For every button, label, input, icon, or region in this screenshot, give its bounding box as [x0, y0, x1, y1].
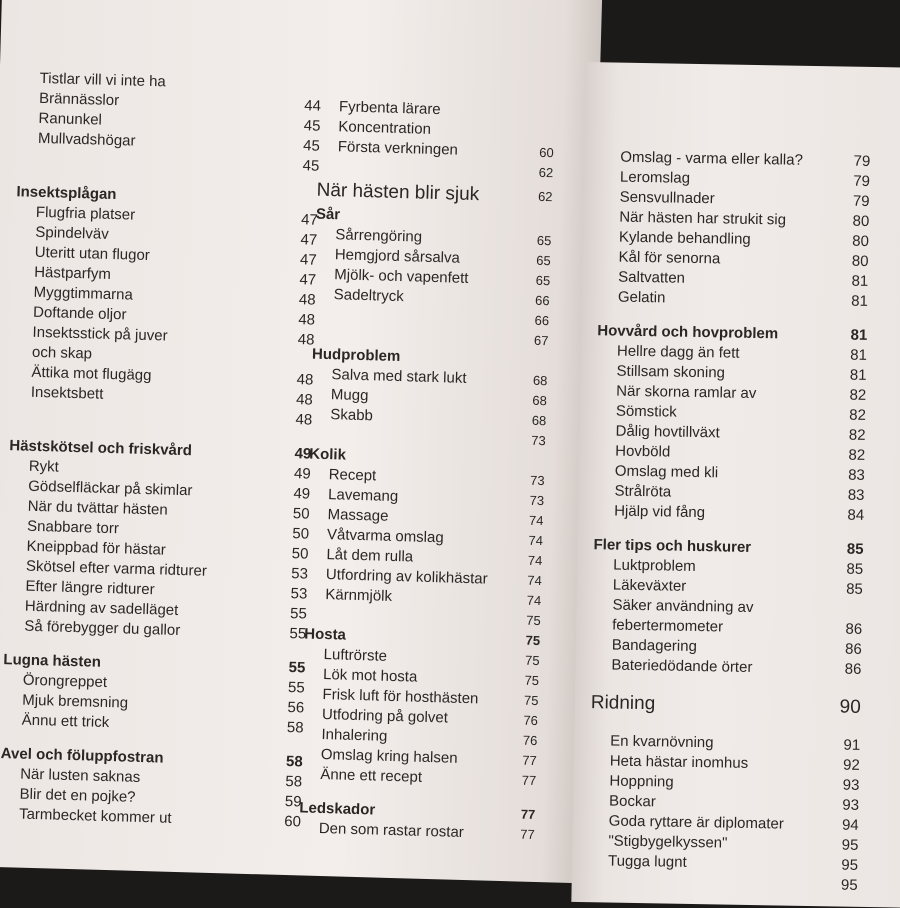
- toc-entry-title: Omslag med kli: [614, 462, 719, 482]
- toc-page-number: 55: [287, 679, 305, 697]
- toc-page-number: [508, 350, 548, 351]
- toc-entry-title: Bandagering: [611, 636, 698, 656]
- toc-page-number: 62: [538, 164, 554, 181]
- toc-page-number: 85: [846, 560, 864, 578]
- toc-entry-title: Strålröta: [614, 482, 672, 501]
- toc-entry-title: Gödselfläckar på skimlar: [28, 477, 193, 500]
- toc-entry-title: Sadeltryck: [333, 286, 404, 306]
- toc-entry-title: Lugna hästen: [3, 651, 102, 671]
- toc-entry-title: och skap: [31, 343, 93, 363]
- toc-entry-title: Tarmbecket kommer ut: [18, 805, 172, 827]
- toc-page-number: 44: [304, 97, 322, 115]
- toc-entry-title: Frisk luft för hosthästen: [322, 686, 479, 708]
- toc-page-number: [819, 599, 863, 600]
- toc-entry-title: Kneippbad för hästar: [26, 537, 167, 559]
- toc-page-number: 50: [292, 525, 310, 543]
- toc-page-number: 66: [534, 292, 550, 309]
- toc-entry-title: Hosta: [304, 625, 347, 644]
- toc-entry-title: Ranunkel: [38, 109, 103, 129]
- toc-entry-title: Bockar: [608, 792, 656, 811]
- toc-page-number: 49: [293, 485, 311, 503]
- toc-page-number: 55: [289, 605, 308, 623]
- toc-entry-title: Ännu ett trick: [21, 711, 110, 732]
- toc-entry-title: Brännässlor: [38, 89, 120, 110]
- toc-page-number: [515, 122, 555, 123]
- toc-page-number: 79: [853, 152, 871, 170]
- toc-page-number: 48: [295, 411, 313, 429]
- toc-column-1: [0, 68, 322, 832]
- toc-entry-title: Goda ryttare är diplomater: [608, 812, 784, 833]
- toc-page-number: 75: [523, 692, 539, 709]
- toc-page-number: 82: [848, 426, 866, 444]
- toc-page-number: 47: [299, 251, 317, 269]
- toc-page-number: 74: [526, 592, 542, 609]
- toc-page-number: 67: [533, 332, 549, 349]
- toc-entry-title: Gelatin: [617, 288, 666, 307]
- toc-entry-title: När lusten saknas: [19, 765, 141, 786]
- toc-page-number: 68: [531, 412, 547, 429]
- toc-page-number: 50: [291, 545, 309, 563]
- toc-entry-title: Mugg: [330, 386, 369, 405]
- toc-page-number: 86: [844, 660, 862, 678]
- toc-entry-title: Omslag kring halsen: [320, 745, 458, 767]
- toc-page-number: 80: [852, 212, 870, 230]
- toc-page-number: 49: [293, 465, 311, 483]
- toc-page-number: 81: [851, 272, 869, 290]
- toc-page-number: 94: [841, 816, 859, 834]
- toc-page-number: 85: [846, 540, 864, 558]
- toc-page-number: [516, 82, 556, 83]
- toc-entry-title: Myggtimmarna: [33, 283, 134, 304]
- toc-page-number: 93: [842, 796, 860, 814]
- toc-entry-title: Doftande oljor: [32, 303, 127, 324]
- toc-entry-title: Sår: [315, 205, 341, 224]
- toc-page-number: 81: [851, 292, 869, 310]
- toc-page-number: 95: [841, 856, 859, 874]
- toc-page-number: 66: [534, 312, 550, 329]
- toc-entry: [588, 871, 878, 896]
- toc-entry-title: Heta hästar inomhus: [609, 752, 749, 772]
- toc-entry-title: Så förebygger du gallor: [24, 617, 181, 640]
- toc-entry-title: Ridning: [590, 692, 656, 715]
- toc-page-number: 80: [852, 232, 870, 250]
- toc-page-number: 73: [531, 432, 546, 449]
- toc-entry-title: Salva med stark lukt: [331, 366, 467, 387]
- toc-entry-title: Hästskötsel och friskvård: [9, 437, 193, 460]
- toc-entry-title: Omslag - varma eller kalla?: [620, 148, 804, 169]
- toc-entry-title: Inhalering: [321, 726, 388, 745]
- toc-page-number: 50: [292, 505, 310, 523]
- toc-page-number: 60: [539, 144, 554, 161]
- toc-page-number: 82: [848, 446, 866, 464]
- toc-entry-title: Kolik: [309, 445, 347, 464]
- toc-page-number: 58: [286, 719, 304, 737]
- toc-entry-title: Recept: [328, 466, 377, 485]
- toc-page-number: 53: [290, 565, 309, 583]
- toc-page-number: 82: [849, 406, 867, 424]
- toc-entry-title: Läkeväxter: [612, 576, 687, 595]
- toc-page-number: 49: [294, 445, 312, 463]
- toc-page-number: 90: [839, 696, 861, 718]
- toc-entry-title: Hellre dagg än fett: [616, 342, 740, 362]
- toc-page-number: 59: [284, 793, 302, 811]
- toc-entry-title: Sårrengöring: [335, 226, 423, 246]
- toc-page-number: [512, 210, 552, 211]
- toc-entry-title: Sömstick: [615, 402, 677, 421]
- toc-page-number: 55: [289, 625, 307, 643]
- toc-page-number: 77: [520, 806, 536, 822]
- toc-entry-title: Leromslag: [619, 168, 691, 187]
- toc-entry-title: När du tvättar hästen: [27, 497, 168, 519]
- toc-entry-title: Lök mot hosta: [322, 666, 418, 686]
- toc-entry-title: Insektsstick på juver: [32, 323, 168, 345]
- toc-page-number: 47: [299, 271, 317, 289]
- toc-entry-title: Hästparfym: [33, 263, 112, 283]
- toc-entry-title: Örongreppet: [22, 671, 108, 691]
- toc-page-number: 73: [529, 472, 545, 489]
- toc-page-number: 75: [526, 612, 541, 629]
- toc-page-number: 73: [529, 492, 545, 509]
- toc-entry-title: Lavemang: [327, 486, 399, 506]
- toc-entry-title: Luktproblem: [613, 556, 696, 575]
- toc-entry-title: Uteritt utan flugor: [34, 243, 151, 265]
- toc-entry-title: En kvarnövning: [610, 732, 714, 752]
- toc-entry-title: Den som rastar rostar: [318, 819, 465, 842]
- toc-entry-title: Mjuk bremsning: [22, 691, 129, 712]
- toc-page-number: 95: [840, 876, 858, 894]
- toc-page-number: 62: [537, 188, 553, 205]
- toc-page-number: 84: [847, 506, 865, 524]
- toc-page-number: 75: [524, 652, 540, 669]
- toc-entry-title: Fyrbenta lärare: [338, 98, 441, 119]
- toc-page-number: 45: [302, 137, 321, 155]
- toc-entry-title: Fler tips och huskurer: [593, 536, 752, 556]
- toc-entry-title: Snabbare torr: [26, 517, 120, 538]
- toc-page-number: 81: [849, 366, 867, 384]
- toc-page-number: 77: [521, 772, 537, 789]
- toc-entry-title: Hudproblem: [311, 345, 401, 366]
- toc-entry-title: När hästen har strukit sig: [619, 208, 787, 229]
- toc-page-number: 75: [525, 632, 541, 649]
- toc-entry-title: Ledskador: [299, 799, 376, 819]
- toc-entry-title: Utfodring på golvet: [321, 706, 449, 727]
- toc-entry-title: Hovböld: [615, 442, 671, 461]
- toc-entry-title: Stillsam skoning: [616, 362, 726, 382]
- toc-entry-title: Härdning av sadelläget: [24, 597, 179, 619]
- toc-entry-title: När hästen blir sjuk: [316, 179, 480, 206]
- toc-page-number: [282, 76, 322, 77]
- toc-page-number: 47: [300, 211, 319, 229]
- toc-entry-title: febertermometer: [612, 616, 724, 636]
- toc-page-number: 65: [535, 272, 551, 289]
- toc-page-number: 91: [843, 736, 861, 754]
- toc-page-number: 48: [295, 391, 314, 409]
- toc-entry-title: Ättika mot flugägg: [31, 363, 152, 385]
- toc-page-number: 48: [298, 291, 316, 309]
- toc-entry-title: Kål för senorna: [618, 248, 721, 268]
- toc-page-number: 80: [851, 252, 869, 270]
- toc-page-number: 76: [522, 732, 538, 749]
- toc-entry-title: "Stigbygelkyssen": [608, 832, 728, 852]
- toc-entry-title: Avel och föluppfostran: [0, 745, 164, 767]
- toc-page-number: 82: [849, 386, 867, 404]
- toc-entry-title: Hovvård och hovproblem: [597, 322, 779, 343]
- toc-page-number: 68: [532, 392, 548, 409]
- toc-entry-title: Mjölk- och vapenfett: [334, 266, 469, 287]
- toc-page-number: 81: [850, 346, 868, 364]
- toc-entry-title: Efter längre ridturer: [25, 577, 155, 599]
- toc-entry-title: Låt dem rulla: [326, 546, 414, 566]
- toc-entry-title: Blir det en pojke?: [19, 785, 136, 806]
- toc-entry-title: Första verkningen: [337, 138, 459, 159]
- toc-page-number: 65: [536, 232, 552, 249]
- toc-page-number: 74: [527, 572, 543, 589]
- toc-page-number: 48: [298, 311, 316, 329]
- toc-page-number: 65: [536, 252, 551, 269]
- toc-page-number: 45: [302, 157, 320, 175]
- toc-entry-title: Tugga lugnt: [607, 852, 687, 871]
- toc-column-2: [299, 77, 570, 846]
- toc-entry-title: Insektsbett: [30, 383, 104, 403]
- toc-page-number: 48: [296, 371, 314, 389]
- right-page: [571, 62, 900, 908]
- toc-entry-title: Saltvatten: [618, 268, 686, 287]
- toc-entry-title: Hjälp vid fång: [614, 502, 706, 522]
- toc-page-number: 83: [847, 466, 865, 484]
- toc-entry-title: Hoppning: [609, 772, 674, 791]
- toc-page-number: 45: [303, 117, 321, 135]
- toc-entry-title: Änne ett recept: [320, 765, 423, 786]
- toc-entry-title: Skabb: [330, 406, 374, 425]
- toc-entry-title: Spindelväv: [35, 223, 109, 243]
- toc-entry-title: Skötsel efter varma ridturer: [25, 557, 208, 580]
- toc-page-number: 86: [844, 640, 862, 658]
- toc-entry-title: Bateriedödande örter: [611, 656, 753, 676]
- toc-page-number: 68: [532, 372, 548, 389]
- toc-entry-title: Kylande behandling: [618, 228, 751, 248]
- toc-page-number: 74: [527, 552, 543, 569]
- toc-page-number: 48: [297, 331, 315, 349]
- toc-entry-title: Massage: [327, 506, 389, 525]
- toc-entry-title: Rykt: [28, 457, 60, 476]
- toc-page-number: 60: [284, 812, 302, 831]
- toc-entry-title: Flugfria platser: [35, 203, 136, 224]
- toc-page-number: 83: [847, 486, 865, 504]
- toc-page-number: 85: [846, 580, 863, 598]
- toc-page-number: 75: [524, 672, 540, 689]
- toc-page-number: 56: [287, 699, 305, 717]
- toc-entry-title: Sensvullnader: [619, 188, 715, 208]
- toc-entry-title: När skorna ramlar av: [616, 382, 757, 403]
- toc-column-3: [588, 147, 891, 896]
- toc-page-number: 74: [528, 532, 544, 549]
- toc-page-number: 93: [842, 776, 860, 794]
- toc-entry-title: Säker användning av: [612, 596, 754, 617]
- toc-page-number: [279, 190, 319, 191]
- toc-page-number: 58: [285, 773, 303, 791]
- toc-page-number: 79: [853, 172, 871, 190]
- toc-page-number: 77: [522, 752, 538, 769]
- toc-page-number: 47: [300, 231, 318, 249]
- toc-page-number: 58: [285, 753, 303, 771]
- toc-page-number: 53: [290, 585, 308, 603]
- toc-page-number: [505, 450, 545, 451]
- toc-entry-title: Mullvadshögar: [37, 129, 136, 150]
- toc-page-number: 95: [841, 836, 859, 854]
- toc-entry-title: Hemgjord sårsalva: [334, 246, 461, 267]
- toc-entry-title: Kärnmjölk: [325, 586, 393, 605]
- toc-page-number: 55: [288, 659, 306, 677]
- toc-entry-title: Koncentration: [338, 118, 432, 138]
- toc-page-number: 79: [852, 192, 870, 210]
- toc-page-number: 76: [523, 712, 539, 729]
- toc-entry-title: Tistlar vill vi inte ha: [39, 69, 166, 91]
- toc-page-number: 86: [845, 620, 863, 638]
- toc-page-number: 74: [528, 512, 544, 529]
- toc-entry-title: Utfordring av kolikhästar: [325, 566, 488, 588]
- toc-page-number: 92: [842, 756, 860, 774]
- toc-entry-title: Insektsplågan: [16, 183, 117, 204]
- toc-entry-title: Luftrörste: [323, 646, 388, 665]
- toc-section-heading: [591, 689, 881, 722]
- toc-page-number: 77: [520, 826, 535, 842]
- toc-entry-title: Dålig hovtillväxt: [615, 422, 720, 442]
- toc-page-number: [515, 102, 555, 103]
- toc-page-number: 81: [850, 326, 868, 344]
- toc-entry-title: Våtvarma omslag: [326, 526, 444, 547]
